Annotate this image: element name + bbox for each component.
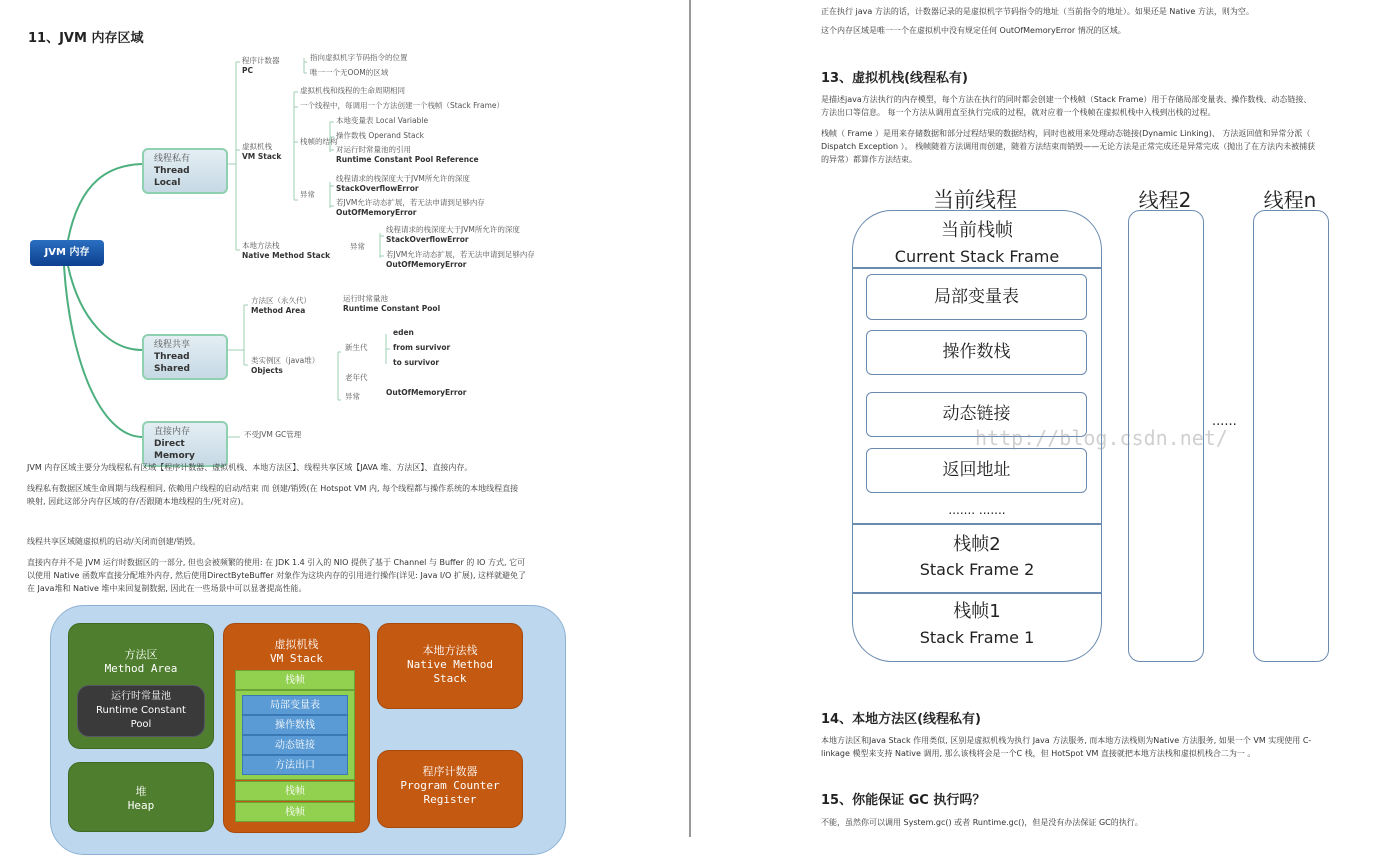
label: 本地方法栈 xyxy=(422,644,478,657)
heading-13: 13、虚拟机栈(线程私有) xyxy=(821,71,968,86)
frame2-cn: 栈帧2 xyxy=(953,534,1001,555)
mm-pc-item: 指向虚拟机字节码指令的位置 xyxy=(310,53,408,62)
watermark: http://blog.csdn.net/ xyxy=(975,426,1228,450)
label: 程序计数器 xyxy=(422,765,478,778)
label: OutOfMemoryError xyxy=(386,388,467,397)
mm-item xyxy=(386,225,520,245)
label: Native Method xyxy=(406,658,494,671)
mm-item xyxy=(393,328,414,338)
label: eden xyxy=(393,328,414,337)
separator xyxy=(852,267,1102,269)
frame-part: 局部变量表 xyxy=(242,695,348,715)
mm-pc-item: 唯一一个无OOM的区域 xyxy=(310,68,389,77)
label: Heap xyxy=(127,799,155,812)
node-en: Thread Shared xyxy=(154,352,190,374)
label: StackOverflowError xyxy=(336,184,419,193)
paragraph: 映射, 因此这部分内存区域的存/否跟随本地线程的生/死对应)。 xyxy=(27,497,249,506)
frame1-en: Stack Frame 1 xyxy=(919,628,1035,647)
current-thread-label: 当前线程 xyxy=(933,188,1017,212)
frame-part: 动态链接 xyxy=(242,735,348,755)
node-thread-shared xyxy=(142,334,228,380)
paragraph: Dispatch Exception ）。 栈帧随着方法调用而创建，随着方法结束而销毁——无论方法是正常完成还是异常完成（抛出了在方法内未被捕获 xyxy=(821,142,1316,151)
node-en: Thread Local xyxy=(154,166,190,188)
paragraph: 在 Java堆和 Native 堆中来回复制数据, 因此在一些场景中可以显著提高性能。 xyxy=(27,584,307,593)
mm-method-area xyxy=(251,296,311,316)
label: 对运行时常量池的引用 xyxy=(336,145,411,154)
threads-ellipsis: ...... xyxy=(1212,414,1237,429)
stack-frame: 栈帧 xyxy=(235,781,355,801)
label: VM Stack xyxy=(242,152,282,161)
frame1-cn: 栈帧1 xyxy=(953,601,1001,622)
label: OutOfMemoryError xyxy=(336,208,417,217)
paragraph: 这个内存区域是唯一一个在虚拟机中没有规定任何 OutOfMemoryError 情况的区域。 xyxy=(821,26,1126,35)
pc-register-box xyxy=(377,750,523,828)
node-en: Direct Memory xyxy=(154,439,195,461)
mm-item xyxy=(336,174,470,194)
mm-native-stack xyxy=(242,241,330,261)
paragraph: 线程共享区域随虚拟机的启动/关闭而创建/销毁。 xyxy=(27,537,201,546)
native-stack-box xyxy=(377,623,523,709)
current-frame-en: Current Stack Frame xyxy=(894,247,1060,266)
paragraph: 不能，虽然你可以调用 System.gc() 或者 Runtime.gc()，但是没有办法保证 GC的执行。 xyxy=(821,818,1143,827)
paragraph: linkage 模型来支持 Native 调用, 那么该栈将会是一个C 栈，但 HotSpot VM 直接就把本地方法栈和虚拟机栈合二为一 。 xyxy=(821,749,1256,758)
heading-15: 15、你能保证 GC 执行吗？ xyxy=(821,793,986,808)
paragraph: 是描述java方法执行的内存模型，每个方法在执行的同时都会创建一个栈帧（Stack Frame）用于存储局部变量表、操作数栈、动态链接、 xyxy=(821,95,1312,104)
heading-11: 11、JVM 内存区域 xyxy=(28,31,144,46)
thread2-label: 线程2 xyxy=(1138,188,1192,212)
label: 运行时常量池 xyxy=(111,691,171,702)
label: StackOverflowError xyxy=(386,235,469,244)
label: Objects xyxy=(251,366,283,375)
paragraph: 方法出口等信息。 每一个方法从调用直至执行完成的过程，就对应着一个栈帧在虚拟机栈中入栈到出栈的过程。 xyxy=(821,108,1216,117)
threadn-label: 线程n xyxy=(1263,188,1317,212)
node-cn: 线程私有 xyxy=(154,154,191,164)
frame2-en: Stack Frame 2 xyxy=(919,560,1035,579)
label: Pool xyxy=(130,719,152,730)
mm-pc xyxy=(242,56,280,76)
label: OutOfMemoryError xyxy=(386,260,467,269)
label: 线程请求的栈深度大于JVM所允许的深度 xyxy=(336,174,470,183)
frame-part: 操作数栈 xyxy=(242,715,348,735)
label: Runtime Constant Pool Reference xyxy=(336,155,479,164)
runtime-pool-box xyxy=(77,685,205,737)
separator xyxy=(852,592,1102,594)
mm-pool xyxy=(343,294,440,314)
node-thread-local xyxy=(142,148,228,194)
mm-item xyxy=(393,358,439,368)
mm-item: 操作数栈 Operand Stack xyxy=(336,131,425,140)
mm-item: 本地变量表 Local Variable xyxy=(336,116,429,125)
mm-item: 虚拟机栈和线程的生命周期相同 xyxy=(300,86,405,95)
paragraph: 栈帧（ Frame ）是用来存储数据和部分过程结果的数据结构，同时也被用来处理动态链接(Dynamic Linking)、 方法返回值和异常分派（ xyxy=(821,129,1311,138)
label: Method Area xyxy=(104,662,178,675)
mm-item xyxy=(336,145,479,165)
mm-item xyxy=(386,250,535,270)
label: Program Counter xyxy=(400,779,500,792)
separator xyxy=(852,523,1102,525)
stack-frame: 栈帧 xyxy=(235,802,355,822)
label: 虚拟机栈 xyxy=(274,638,319,651)
ellipsis: ....... ....... xyxy=(948,503,1006,517)
label: 线程请求的栈深度大于JVM所允许的深度 xyxy=(386,225,520,234)
frame-part-box: 返回地址 xyxy=(866,448,1087,493)
node-cn: 直接内存 xyxy=(154,427,191,437)
mm-item: 异常 xyxy=(300,190,315,199)
stack-frame: 栈帧 xyxy=(235,670,355,690)
label: VM Stack xyxy=(270,652,323,665)
node-cn: 线程共享 xyxy=(154,340,191,350)
paragraph: 直接内存并不是 JVM 运行时数据区的一部分, 但也会被频繁的使用: 在 JDK 1.4 引入的 NIO 提供了基于 Channel 与 Buffer 的 IO 方式, 它可 xyxy=(27,558,526,567)
mm-item xyxy=(336,198,485,218)
label: 运行时常量池 xyxy=(343,294,388,303)
mm-item: 老年代 xyxy=(345,373,368,382)
label: Register xyxy=(423,793,477,806)
paragraph: JVM 内存区域主要分为线程私有区域【程序计数器、虚拟机栈、本地方法区】、线程共享区域【JAVA 堆、方法区】、直接内存。 xyxy=(27,463,473,472)
mm-item: 不受JVM GC管理 xyxy=(244,430,302,439)
mm-item: 栈帧的结构 xyxy=(300,137,338,146)
mm-item: 异常 xyxy=(345,392,360,401)
label: 类实例区（java堆） xyxy=(251,356,320,365)
paragraph: 的异常）都算作方法结束。 xyxy=(821,155,917,164)
heading-14: 14、本地方法区(线程私有) xyxy=(821,712,981,727)
mm-item: 异常 xyxy=(350,242,365,251)
current-frame-cn: 当前栈帧 xyxy=(941,220,1013,241)
mindmap-root: JVM 内存 xyxy=(30,240,104,266)
mm-item: 新生代 xyxy=(345,343,368,352)
label: 若JVM允许动态扩展，若无法申请到足够内存 xyxy=(386,250,535,259)
label: Runtime Constant Pool xyxy=(343,304,441,313)
paragraph: 以使用 Native 函数库直接分配堆外内存, 然后使用DirectByteBuffer 对象作为这块内存的引用进行操作(详见: Java I/O 扩展), 这样就避免了 xyxy=(27,571,527,580)
paragraph: 正在执行 java 方法的话，计数器记录的是虚拟机字节码指令的地址（当前指令的地址）。如果还是 Native 方法，则为空。 xyxy=(821,7,1254,16)
label: 若JVM允许动态扩展，若无法申请到足够内存 xyxy=(336,198,485,207)
mm-objects xyxy=(251,356,319,376)
label: PC xyxy=(242,66,254,75)
label: Method Area xyxy=(251,306,306,315)
frame-part-box: 动态链接 xyxy=(866,392,1087,437)
mm-item xyxy=(393,343,450,353)
label: 方法区（永久代） xyxy=(251,296,311,305)
mm-item xyxy=(386,388,466,398)
frame-part: 方法出口 xyxy=(242,755,348,775)
label: Native Method Stack xyxy=(242,251,331,260)
mm-vm-stack xyxy=(242,142,281,162)
mm-item: 一个线程中，每调用一个方法创建一个栈帧（Stack Frame） xyxy=(300,101,505,110)
label: to survivor xyxy=(393,358,440,367)
frame-part-box: 局部变量表 xyxy=(866,274,1087,320)
label: Stack xyxy=(433,672,467,685)
label: from survivor xyxy=(393,343,451,352)
paragraph: 本地方法区和Java Stack 作用类似, 区别是虚拟机栈为执行 Java 方法服务, 而本地方法栈则为Native 方法服务, 如果一个 VM 实现使用 C- xyxy=(821,736,1312,745)
label: 程序计数器 xyxy=(242,56,280,65)
heap-box xyxy=(68,762,214,832)
page-divider xyxy=(689,0,691,837)
frame-part-box: 操作数栈 xyxy=(866,330,1087,375)
label: 堆 xyxy=(135,785,147,798)
paragraph: 线程私有数据区域生命周期与线程相同, 依赖用户线程的启动/结束 而 创建/销毁(在 Hotspot VM 内, 每个线程都与操作系统的本地线程直接 xyxy=(27,484,519,493)
label: 虚拟机栈 xyxy=(242,142,272,151)
label: Runtime Constant xyxy=(96,705,186,716)
threadn-stack xyxy=(1253,210,1329,662)
label: 本地方法栈 xyxy=(242,241,280,250)
label: 方法区 xyxy=(124,648,158,661)
